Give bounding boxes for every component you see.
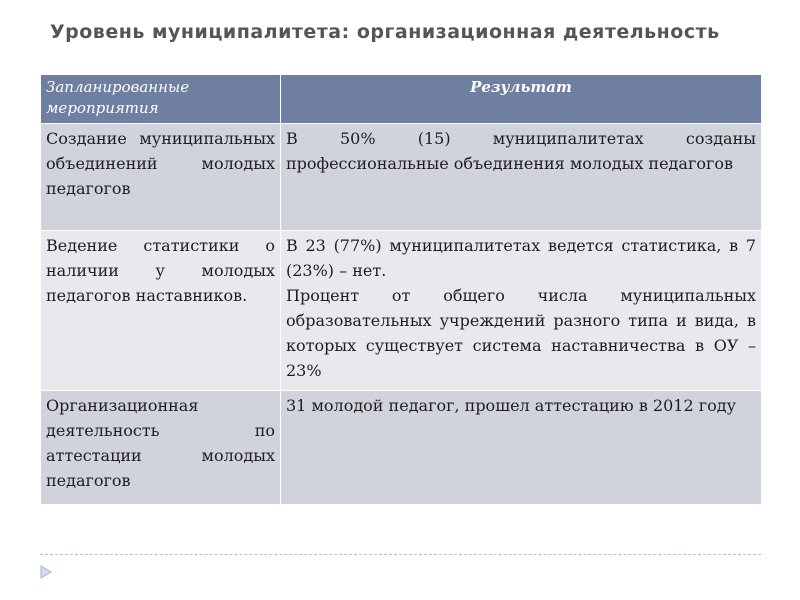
table-row <box>41 231 762 391</box>
planned-activity-cell: Создание муниципальных объединений молодых педагогов <box>41 124 281 231</box>
planned-activity-cell: Организационная деятельность по аттестации молодых педагогов <box>41 391 281 505</box>
footer-divider <box>40 554 761 555</box>
header-result: Результат <box>281 75 762 124</box>
result-cell <box>281 124 762 231</box>
activities-table <box>40 74 762 505</box>
table-row <box>41 391 762 505</box>
slide-title: Уровень муниципалитета: организационная деятельность <box>50 21 720 43</box>
result-text: Процент от общего числа муниципальных образовательных учреждений разного типа и вида, в которых существует система наставничества в ОУ – 23% <box>286 286 756 380</box>
result-text: В 50% (15) муниципалитетах созданы профессиональные объединения молодых педагогов <box>286 129 756 173</box>
triangle-right-icon <box>40 565 52 579</box>
result-text: 31 молодой педагог, прошел аттестацию в 2012 году <box>286 396 736 415</box>
table-row <box>41 124 762 231</box>
header-planned-activities: Запланированные мероприятия <box>41 75 281 124</box>
result-cell <box>281 231 762 391</box>
result-text: В 23 (77%) муниципалитетах ведется статистика, в 7 (23%) – нет. <box>286 236 756 280</box>
planned-activity-cell: Ведение статистики о наличии у молодых педагогов наставников. <box>41 231 281 391</box>
result-cell <box>281 391 762 505</box>
table-header-row <box>41 75 762 124</box>
